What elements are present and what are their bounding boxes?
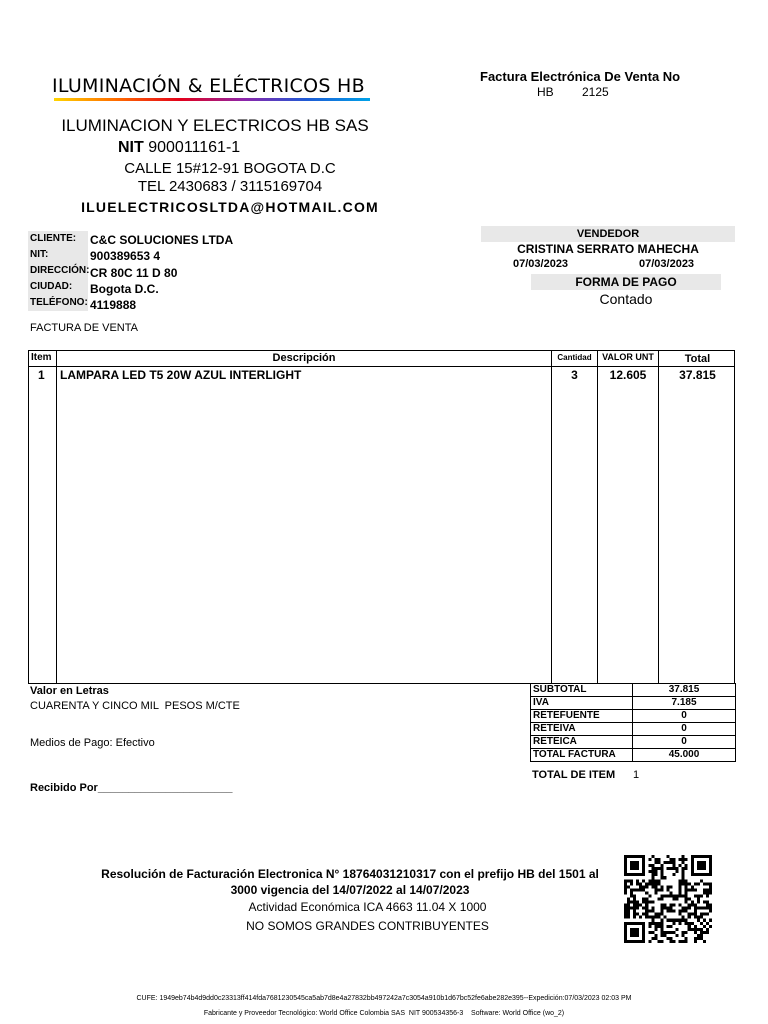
client-nit-label: NIT: bbox=[30, 249, 49, 260]
qr-code bbox=[624, 854, 712, 944]
words-label: Valor en Letras bbox=[30, 685, 109, 697]
col-item: Item bbox=[31, 352, 52, 363]
contributors: NO SOMOS GRANDES CONTRIBUYENTES bbox=[246, 919, 489, 933]
total-invoice-label: TOTAL FACTURA bbox=[531, 749, 633, 762]
due-date: 07/03/2023 bbox=[639, 258, 695, 270]
payment-label: FORMA DE PAGO bbox=[531, 274, 721, 290]
reteiva-value: 0 bbox=[633, 723, 736, 736]
totals-row bbox=[531, 723, 736, 736]
iva-value: 7.185 bbox=[633, 697, 736, 710]
invoice-title: Factura Electrónica De Venta No bbox=[480, 69, 681, 84]
reteiva-label: RETEIVA bbox=[531, 723, 633, 736]
company-email: ILUELECTRICOSLTDA@HOTMAIL.COM bbox=[81, 199, 379, 215]
invoice-number: 2125 bbox=[582, 85, 609, 99]
resolution-line1: Resolución de Facturación Electronica N° 18764031210317 con el prefijo HB del 1501 al bbox=[101, 867, 599, 881]
client-address: CR 80C 11 D 80 bbox=[90, 266, 178, 280]
software-provider: Fabricante y Proveedor Tecnológico: World Office Colombia SAS NIT 900534356-3 Software: World Office (wo_2) bbox=[203, 1010, 565, 1017]
reteica-value: 0 bbox=[633, 736, 736, 749]
company-address: CALLE 15#12-91 BOGOTA D.C bbox=[124, 160, 336, 177]
row-qty: 3 bbox=[571, 368, 578, 382]
total-invoice-value: 45.000 bbox=[633, 749, 736, 762]
resolution-line2: 3000 vigencia del 14/07/2022 al 14/07/2023 bbox=[230, 883, 470, 897]
row-item: 1 bbox=[38, 368, 45, 382]
retefuente-label: RETEFUENTE bbox=[531, 710, 633, 723]
reteica-label: RETEICA bbox=[531, 736, 633, 749]
received-by: Recibido Por______________________ bbox=[30, 782, 233, 794]
totals-row bbox=[531, 736, 736, 749]
doc-type: FACTURA DE VENTA bbox=[30, 322, 138, 334]
client-name-label: CLIENTE: bbox=[30, 233, 77, 244]
col-total: Total bbox=[684, 353, 711, 365]
client-name: C&C SOLUCIONES LTDA bbox=[90, 233, 234, 247]
row-total: 37.815 bbox=[679, 368, 716, 382]
seller-name: CRISTINA SERRATO MAHECHA bbox=[517, 242, 699, 256]
cufe: CUFE: 1949eb74b4d9dd0c23313ff414fda7681230545ca5ab7d8e4a27832bb497242a7c3054a910b1d67bc52fe6abe282e395--Expedición:07/03/2023 02:03 PM bbox=[136, 995, 632, 1002]
row-unit: 12.605 bbox=[609, 368, 647, 382]
payment-means: Medios de Pago: Efectivo bbox=[30, 737, 155, 749]
company-logo bbox=[52, 76, 372, 104]
client-city-label: CIUDAD: bbox=[30, 281, 73, 292]
words-value: CUARENTA Y CINCO MIL PESOS M/CTE bbox=[30, 700, 240, 712]
total-items-count: 1 bbox=[633, 769, 640, 781]
client-phone: 4119888 bbox=[90, 298, 137, 312]
col-qty: Cantidad bbox=[557, 353, 592, 362]
invoice-date: 07/03/2023 bbox=[513, 258, 569, 270]
subtotal-label: SUBTOTAL bbox=[531, 684, 633, 697]
totals-row bbox=[531, 697, 736, 710]
company-nit bbox=[118, 139, 240, 157]
activity: Actividad Económica ICA 4663 11.04 X 1000 bbox=[248, 900, 487, 914]
totals-row bbox=[531, 749, 736, 762]
retefuente-value: 0 bbox=[633, 710, 736, 723]
nit-label: NIT bbox=[118, 139, 144, 156]
client-phone-label: TELÉFONO: bbox=[30, 297, 88, 308]
company-name: ILUMINACION Y ELECTRICOS HB SAS bbox=[61, 116, 369, 135]
logo-text: ILUMINACIÓN & ELÉCTRICOS HB bbox=[52, 75, 365, 97]
company-phone: TEL 2430683 / 3115169704 bbox=[137, 178, 323, 195]
items-table bbox=[28, 350, 735, 684]
totals-row bbox=[531, 684, 736, 697]
client-address-label: DIRECCIÓN: bbox=[30, 265, 90, 276]
invoice-prefix: HB bbox=[537, 85, 554, 99]
col-unit: VALOR UNT bbox=[602, 352, 654, 362]
client-city: Bogota D.C. bbox=[90, 282, 159, 296]
col-description: Descripción bbox=[272, 352, 336, 364]
iva-label: IVA bbox=[531, 697, 633, 710]
client-nit: 900389653 4 bbox=[90, 249, 161, 263]
total-items-label: TOTAL DE ITEM bbox=[532, 769, 616, 781]
row-description: LAMPARA LED T5 20W AZUL INTERLIGHT bbox=[60, 368, 302, 382]
nit-value: 900011161-1 bbox=[148, 139, 241, 156]
header-divider bbox=[29, 366, 734, 367]
payment-method: Contado bbox=[599, 291, 653, 307]
subtotal-value: 37.815 bbox=[633, 684, 736, 697]
totals-table bbox=[530, 683, 736, 762]
totals-row bbox=[531, 710, 736, 723]
seller-label: VENDEDOR bbox=[481, 226, 735, 242]
logo-underline bbox=[54, 98, 370, 101]
